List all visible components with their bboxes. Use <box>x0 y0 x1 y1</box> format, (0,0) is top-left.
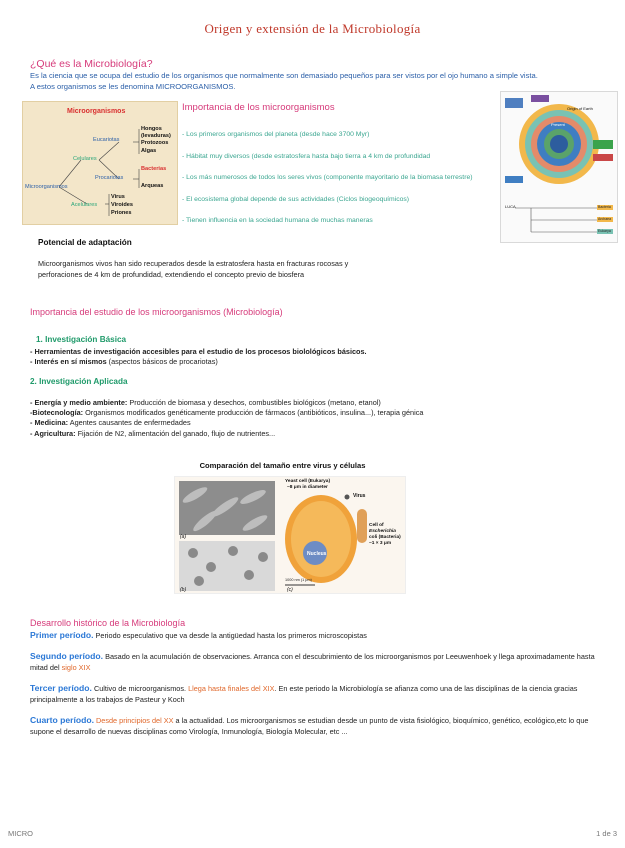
importance-item: - Los primeros organismos del planeta (desde hace 3700 Myr) <box>182 131 370 138</box>
virus-label: Virus <box>353 493 366 499</box>
period-2 <box>30 651 605 673</box>
node-microorganismos: Microorganismos <box>25 184 68 190</box>
period-3-name: Tercer período. <box>30 683 92 693</box>
scale-label: 1000 nm (1 μm) <box>285 578 312 582</box>
ecoli-label-1: Cell of <box>369 523 384 528</box>
leaf-protozoos: Protozoos <box>141 140 169 146</box>
question-body <box>30 70 610 92</box>
page-title: Origen y extensión de la Microbiología <box>204 21 421 36</box>
figure-title: Comparación del tamaño entre virus y células <box>199 461 366 470</box>
panel-b-label: (b) <box>180 587 187 593</box>
basic-research-item: - Herramientas de investigación accesibles para el estudio de los procesos biolológicos básicos. <box>30 347 367 356</box>
footer-page-number: 1 de 3 <box>596 829 617 838</box>
node-eucariotas: Eucariotas <box>93 137 120 143</box>
period-1 <box>30 630 605 641</box>
yeast-size-label: ~8 μm in diameter <box>287 485 328 490</box>
definition-line: Es la ciencia que se ocupa del estudio de los organismos que normalmente son demasiado pequeños para ser vistos por el ojo humano a simple vista. <box>30 71 538 80</box>
earth-origin-label: Origin of Earth <box>567 106 593 111</box>
applied-item-label: - Energía y medio ambiente: <box>30 398 128 407</box>
applied-item-label: - Agricultura: <box>30 428 76 438</box>
leaf-priones: Priones <box>111 210 132 216</box>
tree-title: Microorganismos <box>67 108 126 115</box>
size-comparison-figure <box>174 476 406 594</box>
period-3-text: Cultivo de microorganismos. <box>91 684 189 693</box>
question-heading: ¿Qué es la Microbiología? <box>30 58 153 70</box>
importance-list <box>182 124 473 232</box>
ecoli-size-label: ~1 × 3 μm <box>369 541 392 546</box>
period-3-highlight: Llega hasta finales del XIX <box>188 684 275 693</box>
applied-item-text: Agentes causantes de enfermedades <box>68 418 191 428</box>
period-2-name: Segundo período. <box>30 651 104 661</box>
applied-item-text: Producción de biomasa y desechos, combustibles biológicos (metano, etanol) <box>127 398 381 407</box>
importance-heading: Importancia de los microorganismos <box>182 102 335 113</box>
period-4-text: a la actualidad. Los microorganismos se estudian desde un punto de vista fisiológico, bioquímico, genético, ecológico,etc lo que supone el desarrollo de nuevas disciplinas como Virología, Inmunología, Biología Molecular, etc ... <box>30 716 589 737</box>
earth-luca-label: LUCA <box>505 204 516 209</box>
applied-item-text: Organismos modificados genéticamente producción de fármacos (antibióticos, insulina...), terapia génica <box>83 408 424 418</box>
leaf-viroides: Viroides <box>111 202 133 208</box>
adaptation-heading: Potencial de adaptación <box>38 238 132 247</box>
importance-item: - Tienen influencia en la sociedad humana de muchas maneras <box>182 217 373 224</box>
earth-eukarya-label: Eukarya <box>598 229 611 233</box>
period-4 <box>30 715 605 737</box>
ecoli-label-3: coli (Bacteria) <box>369 535 401 540</box>
applied-research-list <box>30 398 610 439</box>
panel-a-label: (a) <box>180 534 187 540</box>
node-procariotas: Procariotas <box>95 175 124 181</box>
leaf-bacterias: Bacterias <box>141 166 167 172</box>
leaf-hongos: Hongos <box>141 126 162 132</box>
period-4-highlight: Desde principios del XX <box>93 716 174 725</box>
leaf-levaduras: (levaduras) <box>141 133 171 139</box>
node-acelulares: Acelulares <box>71 202 98 208</box>
leaf-algas: Algas <box>141 148 157 154</box>
tree-connectors <box>23 102 179 226</box>
basic-item-text: (aspectos básicos de procariotas) <box>106 357 218 366</box>
importance-item: - Los más numerosos de todos los seres vivos (componente mayoritario de la biomasa terrestre) <box>182 174 473 181</box>
applied-item <box>30 418 610 428</box>
yeast-label: Yeast cell (Eukarya) <box>285 479 331 484</box>
applied-item <box>30 429 610 439</box>
applied-research-heading: 2. Investigación Aplicada <box>30 377 128 386</box>
node-celulares: Celulares <box>73 156 97 162</box>
earth-present-label: Present <box>551 122 565 127</box>
earth-bacteria-label: Bacteria <box>598 205 611 209</box>
basic-item-label: - Interés en sí mismos <box>30 357 107 366</box>
applied-item-text: Fijación de N2, alimentación del ganado, flujo de nutrientes... <box>75 428 276 438</box>
classification-diagram <box>22 101 178 225</box>
adaptation-body: Microorganismos vivos han sido recuperados desde la estratosfera hasta en fracturas rocosas y perforaciones de 4 km de profundidad, extendiendo el concepto previo de biosfera <box>38 259 349 279</box>
earth-illustration <box>501 92 619 244</box>
basic-research-item-2 <box>30 357 218 367</box>
period-1-name: Primer período. <box>30 630 94 640</box>
period-2-highlight: siglo XIX <box>61 663 91 673</box>
footer-doc-name: MICRO <box>8 829 33 838</box>
basic-research-heading: 1. Investigación Básica <box>36 335 127 344</box>
earth-timeline-figure <box>500 91 618 243</box>
period-2-text: Basado en la acumulación de observaciones. Arranca con el descubrimiento de los microorganismos por Leeuwenhoek y llega aproximadamente hasta mitad del <box>30 652 595 673</box>
applied-item-label: - Medicina: <box>30 418 69 428</box>
period-3 <box>30 683 605 705</box>
panel-c-label: (c) <box>287 587 293 593</box>
applied-item <box>30 408 610 418</box>
period-4-name: Cuarto período. <box>30 715 94 725</box>
importance-item: - Hábitat muy diversos (desde estratosfera hasta bajo tierra a 4 km de profundidad <box>182 152 431 160</box>
history-heading: Desarrollo histórico de la Microbiología <box>30 618 186 628</box>
ecoli-label-2: Escherichia <box>369 529 396 534</box>
applied-item <box>30 398 610 408</box>
nucleus-label: Nucleus <box>307 551 327 557</box>
importance-item: - El ecosistema global depende de sus actividades (Ciclos biogeoquímicos) <box>182 195 410 203</box>
period-3-text-2: . En este periodo la Microbiología se afianza como una de las disciplinas de la ciencia gracias principalmente a los trabajos de Pasteur y Koch <box>30 684 578 705</box>
study-heading: Importancia del estudio de los microorganismos (Microbiología) <box>30 307 283 317</box>
leaf-virus: Virus <box>111 194 125 200</box>
period-1-text: Periodo especulativo que va desde la antigüedad hasta los primeros microscopistas <box>93 631 367 640</box>
earth-archaea-label: Archaea <box>598 217 612 221</box>
applied-item-label: -Biotecnología: <box>30 408 84 418</box>
leaf-arqueas: Arqueas <box>141 183 164 189</box>
definition-line-2: A estos organismos se les denomina MICROORGANISMOS. <box>30 82 236 91</box>
